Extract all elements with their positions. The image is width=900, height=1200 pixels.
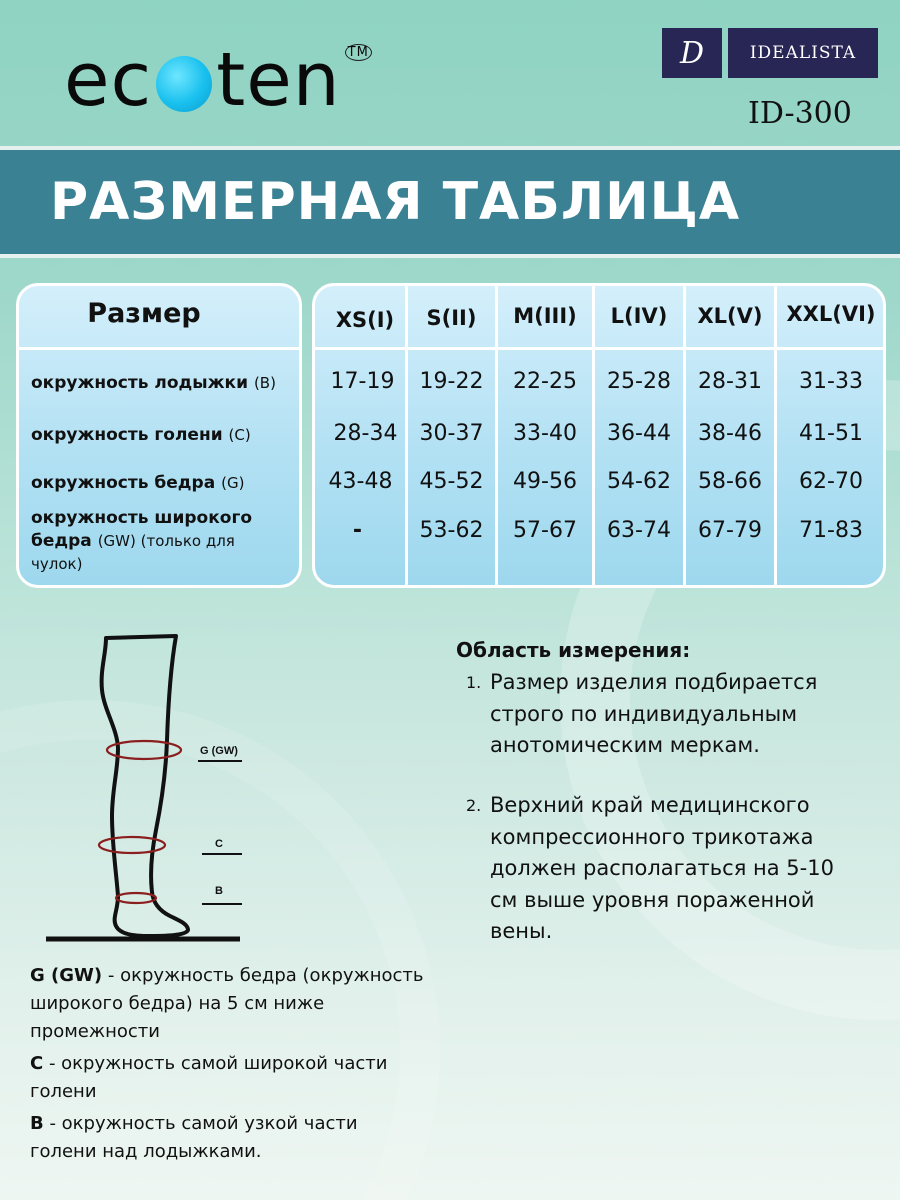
label-g: G (GW) xyxy=(200,745,238,757)
ecoten-logo xyxy=(64,37,372,123)
cell-thigh-m: 49-56 xyxy=(513,469,577,494)
param-thigh xyxy=(31,472,244,495)
legend-c xyxy=(30,1050,420,1106)
logo-dot-icon xyxy=(156,56,212,112)
col-header-l: L(IV) xyxy=(610,304,668,328)
title-banner xyxy=(0,146,900,258)
item-2-text: Верхний край медицинского компрессионного трикотажа должен располагаться на 5-10 см выше уровня пораженной вены. xyxy=(490,793,834,943)
header-divider xyxy=(19,347,299,350)
param-wide-thigh xyxy=(31,507,281,576)
cell-wide-thigh-l: 63-74 xyxy=(607,518,671,543)
col-header-xxl: XXL(VI) xyxy=(786,302,876,326)
logo-text-left: ec xyxy=(64,37,153,123)
param-wide-thigh-unit: (GW) (только для чулок) xyxy=(31,531,235,573)
cell-ankle-xxl: 31-33 xyxy=(799,369,863,394)
cell-calf-s: 30-37 xyxy=(419,421,484,446)
leg-outline xyxy=(102,636,188,936)
cell-calf-m: 33-40 xyxy=(513,421,577,446)
param-ankle-unit: (В) xyxy=(253,374,276,392)
cell-calf-l: 36-44 xyxy=(607,421,671,446)
legend-b xyxy=(30,1110,390,1166)
page-title: РАЗМЕРНАЯ ТАБЛИЦА xyxy=(50,172,741,232)
item-1-text: Размер изделия подбирается строго по индивидуальным анотомическим меркам. xyxy=(490,670,818,757)
cell-thigh-l: 54-62 xyxy=(607,469,671,494)
cell-calf-xxl: 41-51 xyxy=(799,421,863,446)
brand-monogram: D xyxy=(662,28,722,78)
logo-text-right: ten xyxy=(216,37,341,123)
cell-thigh-xxl: 62-70 xyxy=(799,469,863,494)
parameter-panel xyxy=(16,283,302,588)
ring-b xyxy=(116,893,156,903)
measurement-item-2 xyxy=(466,790,846,948)
cell-ankle-xl: 28-31 xyxy=(698,369,762,394)
item-1-number: 1. xyxy=(466,673,482,692)
legend-g xyxy=(30,962,450,1046)
param-thigh-unit: (G) xyxy=(221,474,245,492)
cell-wide-thigh-xs: - xyxy=(352,518,363,543)
model-code: ID-300 xyxy=(748,96,852,131)
param-calf xyxy=(31,424,251,447)
legend-b-key: B xyxy=(30,1113,44,1134)
cell-ankle-l: 25-28 xyxy=(607,369,671,394)
size-table xyxy=(312,283,886,588)
param-ankle-label: окружность лодыжки xyxy=(31,373,249,393)
label-b: B xyxy=(215,885,223,897)
param-wide-thigh-label: окружность широкого бедра xyxy=(31,508,252,551)
brand-name: IDEALISTA xyxy=(728,28,878,78)
cell-wide-thigh-xl: 67-79 xyxy=(698,518,762,543)
param-calf-unit: (С) xyxy=(228,426,251,444)
cell-thigh-xs: 43-48 xyxy=(328,469,393,494)
cell-thigh-s: 45-52 xyxy=(419,469,484,494)
measurement-title: Область измерения: xyxy=(456,638,691,662)
legend-g-key: G (GW) xyxy=(30,965,103,986)
cell-wide-thigh-s: 53-62 xyxy=(419,518,484,543)
size-row-header: Размер xyxy=(87,298,201,329)
label-c: C xyxy=(215,838,223,850)
col-header-m: M(III) xyxy=(513,304,577,328)
col-header-xl: XL(V) xyxy=(697,304,763,328)
trademark-mark: TM xyxy=(345,44,372,61)
legend-c-key: C xyxy=(30,1053,44,1074)
cell-ankle-m: 22-25 xyxy=(513,369,577,394)
table-header-divider xyxy=(315,347,883,350)
idealista-brand xyxy=(662,28,878,78)
cell-wide-thigh-m: 57-67 xyxy=(513,518,577,543)
measurement-item-1 xyxy=(466,667,846,762)
item-2-number: 2. xyxy=(466,796,482,815)
legend-c-text: - окружность самой широкой части голени xyxy=(30,1053,388,1102)
legend-g-text: - окружность бедра (окружность широкого бедра) на 5 см ниже промежности xyxy=(30,965,424,1042)
cell-thigh-xl: 58-66 xyxy=(698,469,762,494)
col-header-s: S(II) xyxy=(426,306,477,330)
legend-b-text: - окружность самой узкой части голени над лодыжками. xyxy=(30,1113,358,1162)
param-ankle xyxy=(31,372,276,395)
leg-diagram xyxy=(40,630,280,950)
cell-calf-xs: 28-34 xyxy=(333,421,398,446)
cell-calf-xl: 38-46 xyxy=(698,421,762,446)
cell-ankle-s: 19-22 xyxy=(419,369,484,394)
col-header-xs: XS(I) xyxy=(335,308,395,332)
cell-wide-thigh-xxl: 71-83 xyxy=(799,518,863,543)
cell-ankle-xs: 17-19 xyxy=(330,369,395,394)
param-thigh-label: окружность бедра xyxy=(31,473,216,493)
param-calf-label: окружность голени xyxy=(31,425,223,445)
